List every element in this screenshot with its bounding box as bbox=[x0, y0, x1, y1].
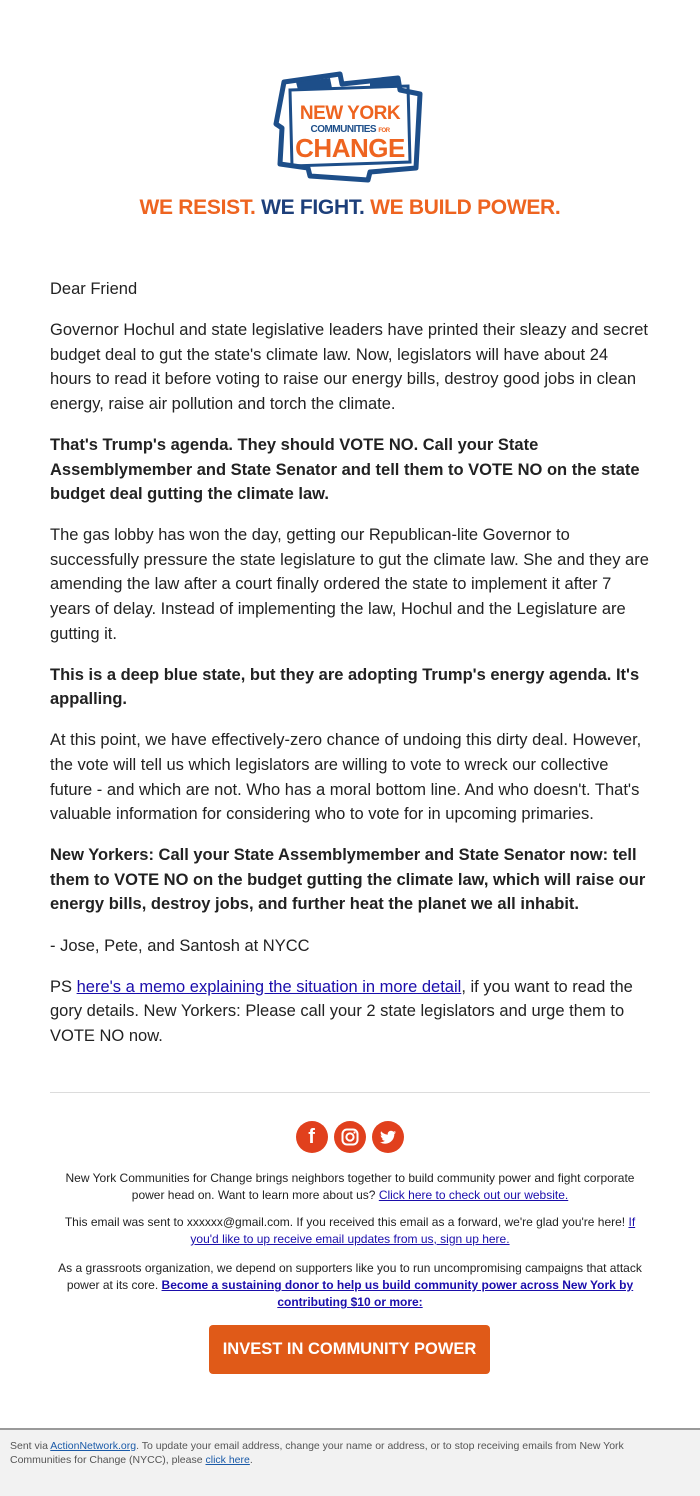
donate-text: As a grassroots organization, we depend on supporters like you to run uncompromising campaigns that attack power at its core. bbox=[58, 1261, 642, 1292]
logo-communities-text: COMMUNITIES bbox=[310, 124, 377, 135]
ps-paragraph bbox=[50, 975, 652, 1049]
facebook-icon[interactable]: f bbox=[296, 1121, 328, 1153]
signup-link[interactable]: If you'd like to up receive email updates from us, sign up here. bbox=[190, 1215, 636, 1246]
sent-text: This email was sent to xxxxxx@gmail.com. If you received this email as a forward, we're glad you're here! bbox=[64, 1215, 629, 1229]
email-body bbox=[50, 277, 652, 1065]
sustaining-donor-link[interactable]: Become a sustaining donor to help us build community power across New York by contributing $10 or more: bbox=[161, 1278, 634, 1309]
actionnetwork-link[interactable]: ActionNetwork.org bbox=[50, 1440, 137, 1452]
ps-prefix: PS bbox=[50, 977, 77, 996]
logo-area bbox=[0, 68, 700, 186]
tagline bbox=[0, 196, 700, 220]
donate-text-block bbox=[50, 1260, 650, 1311]
website-link[interactable]: Click here to check out our website. bbox=[378, 1188, 569, 1202]
ps-suffix: , if you want to read the gory details. New Yorkers: Please call your 2 state legislators and urge them to VOTE NO now. bbox=[50, 977, 633, 1045]
unsubscribe-link[interactable]: click here bbox=[205, 1454, 250, 1466]
greeting: Dear Friend bbox=[50, 280, 138, 298]
sent-text-block bbox=[50, 1214, 650, 1248]
paragraph-6-bold: New Yorkers: Call your State Assemblymember and State Senator now: tell them to VOTE NO on the budget gutting the climate law, which will raise our energy bills, destroy jobs, and further heat the planet we all inhabit. bbox=[50, 846, 646, 914]
social-links bbox=[0, 1121, 700, 1153]
footer-end: . bbox=[249, 1454, 253, 1466]
logo-for-text: FOR bbox=[378, 128, 390, 134]
memo-link[interactable]: here's a memo explaining the situation in more detail bbox=[76, 977, 462, 996]
tagline-resist: WE RESIST. bbox=[139, 196, 256, 219]
instagram-icon[interactable] bbox=[334, 1121, 366, 1153]
footer-middle: . To update your email address, change your name or address, or to stop receiving emails from New York Communities for Change (NYCC), please bbox=[10, 1440, 624, 1466]
paragraph-2-bold: That's Trump's agenda. They should VOTE NO. Call your State Assemblymember and State Senator and tell them to VOTE NO on the state budget deal gutting the climate law. bbox=[50, 435, 640, 504]
paragraph-5: At this point, we have effectively-zero chance of undoing this dirty deal. However, the vote will tell us which legislators are willing to vote to wreck our collective future - and which are not. Who has a moral bottom line. And who doesn't. That's valuable information for considering who to vote for in upcoming primaries. bbox=[50, 731, 642, 824]
footer-prefix: Sent via bbox=[10, 1440, 51, 1452]
footer bbox=[0, 1430, 700, 1496]
paragraph-4-bold: This is a deep blue state, but they are adopting Trump's energy agenda. It's appalling. bbox=[50, 665, 640, 709]
twitter-icon[interactable] bbox=[372, 1121, 404, 1153]
invest-button[interactable]: INVEST IN COMMUNITY POWER bbox=[209, 1325, 490, 1374]
paragraph-1: Governor Hochul and state legislative leaders have printed their sleazy and secret budget deal to gut the state's climate law. Now, legislators will have about 24 hours to read it before voting to raise our energy bills, destroy good jobs in clean energy, raise air pollution and torch the climate. bbox=[50, 321, 648, 413]
about-text: New York Communities for Change brings neighbors together to build community power and fight corporate power head on. Want to learn more about us? bbox=[65, 1171, 635, 1202]
tagline-fight: WE FIGHT. bbox=[261, 196, 365, 219]
about-text-block bbox=[50, 1170, 650, 1204]
tagline-build-power: WE BUILD POWER. bbox=[370, 196, 561, 219]
signature: - Jose, Pete, and Santosh at NYCC bbox=[50, 936, 310, 955]
logo-line-change: CHANGE bbox=[295, 133, 405, 163]
divider bbox=[50, 1092, 650, 1093]
logo-line-new-york: NEW YORK bbox=[299, 103, 401, 124]
paragraph-3: The gas lobby has won the day, getting our Republican-lite Governor to successfully pressure the state legislature to gut the climate law. She and they are amending the law after a court finally ordered the state to implement it after 7 years of delay. Instead of implementing the law, Hochul and the Legislature are gutting it. bbox=[50, 526, 649, 643]
footer-text bbox=[10, 1439, 670, 1467]
nycc-logo[interactable] bbox=[270, 68, 430, 186]
